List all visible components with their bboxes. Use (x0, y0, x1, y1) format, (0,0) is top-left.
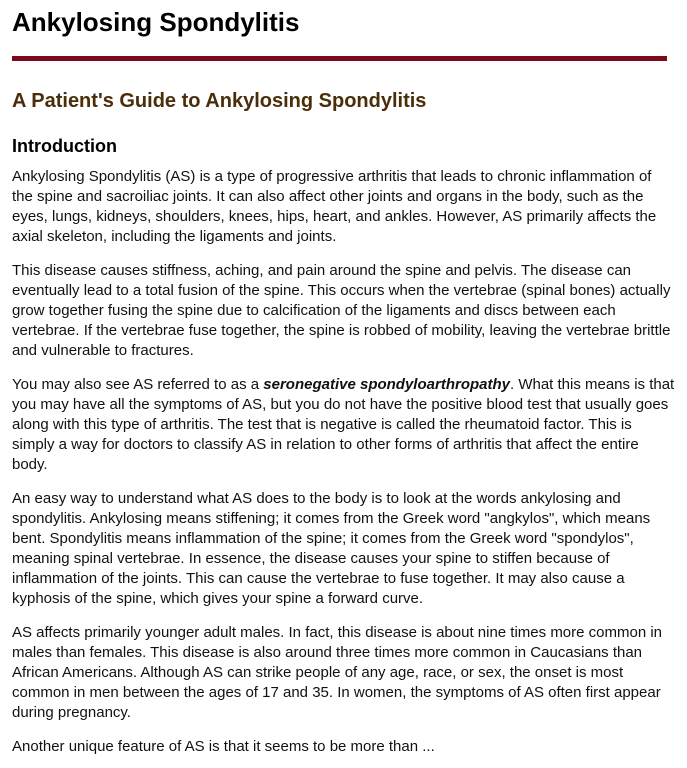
introduction-body (12, 167, 675, 757)
guide-subtitle: A Patient's Guide to Ankylosing Spondylitis (12, 90, 427, 112)
paragraph-1: Ankylosing Spondylitis (AS) is a type of progressive arthritis that leads to chronic inflammation of the spine and sacroiliac joints. It can also affect other joints and organs in the body, such as the eyes, lungs, kidneys, shoulders, knees, hips, heart, and ankles. However, AS primarily affects the axial skeleton, including the ligaments and joints. (12, 168, 657, 245)
paragraph-3-rest: . What this means is that you may have all the symptoms of AS, but you do not have the positive blood test that usually goes along with this type of arthritis. The test that is negative is called the rheumatoid factor. This is simply a way for doctors to classify AS in relation to other forms of arthritis that affect the entire body. (12, 376, 675, 473)
page-title: Ankylosing Spondylitis (12, 7, 300, 37)
paragraph-4: An easy way to understand what AS does to the body is to look at the words ankylosing and spondylitis. Ankylosing means stiffening; it comes from the Greek word "angkylos", which means bent. Spondylitis means inflammation of the spine; it comes from the Greek word "spondylos", meaning spinal vertebrae. In essence, the disease causes your spine to stiffen because of inflammation of the joints. This can cause the vertebrae to fuse together. It may also cause a kyphosis of the spine, which gives your spine a forward curve. (12, 490, 651, 607)
paragraph-5: AS affects primarily younger adult males. In fact, this disease is about nine times more common in males than females. This disease is also around three times more common in Caucasians than African Americans. Although AS can strike people of any age, race, or sex, the onset is most common in men between the ages of 17 and 35. In women, the symptoms of AS often first appear during pregnancy. (12, 624, 663, 721)
title-divider (12, 56, 667, 61)
paragraph-2: This disease causes stiffness, aching, and pain around the spine and pelvis. The disease can eventually lead to a total fusion of the spine. This occurs when the vertebrae (spinal bones) actually grow together fusing the spine due to calcification of the ligaments and discs between each vertebrae. If the vertebrae fuse together, the spine is robbed of mobility, leaving the vertebrae brittle and vulnerable to fractures. (12, 262, 671, 359)
paragraph-3-lead: You may also see AS referred to as a (12, 376, 264, 393)
paragraph-6: Another unique feature of AS is that it seems to be more than ... (12, 738, 435, 755)
highlighted-term: seronegative spondyloarthropathy (263, 376, 510, 393)
paragraph-3 (12, 375, 675, 475)
section-heading-introduction: Introduction (12, 136, 117, 156)
